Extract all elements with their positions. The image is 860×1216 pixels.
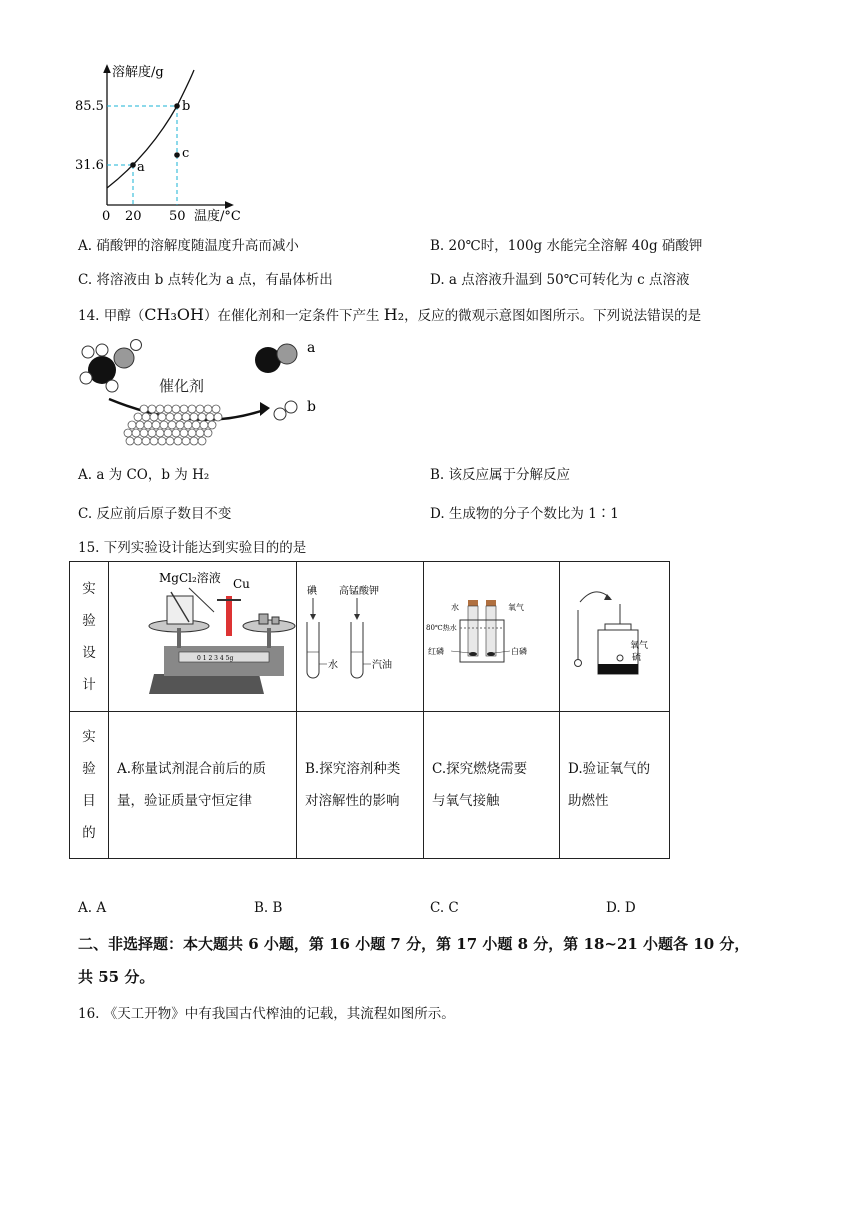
purpose-b: B.探究溶剂种类 对溶解性的影响 <box>297 712 424 859</box>
point-b <box>174 103 180 109</box>
row-header-purpose: 实 验 目 的 <box>70 712 109 859</box>
product-label-a: a <box>307 340 316 356</box>
label-mgcl2: MgCl₂溶液 <box>159 571 221 585</box>
test-tubes-illustration <box>297 562 423 707</box>
design-b <box>297 562 424 712</box>
point-c <box>174 152 180 158</box>
q14-stem-mid: ）在催化剂和一定条件下产生 <box>203 308 384 324</box>
solubility-curve <box>107 70 194 188</box>
label-water: 水 <box>328 660 338 671</box>
label-sulfur: 硫 <box>632 653 642 663</box>
q13-option-c[interactable]: C. 将溶液由 b 点转化为 a 点，有晶体析出 <box>78 272 333 288</box>
q15-stem: 15. 下列实验设计能达到实验目的的是 <box>78 540 307 556</box>
design-c <box>424 562 560 712</box>
scale-numbers: 0 1 2 3 4 5g <box>197 655 234 662</box>
q14-h2: H₂ <box>383 305 405 324</box>
product-label-b: b <box>307 399 316 415</box>
design-a <box>109 562 297 712</box>
y-tick-31: 31.6 <box>75 158 104 173</box>
q14-option-a[interactable]: A. a 为 CO，b 为 H₂ <box>78 467 210 483</box>
q13-option-a[interactable]: A. 硝酸钾的溶解度随温度升高而减小 <box>78 238 299 254</box>
q14-option-d[interactable]: D. 生成物的分子个数比为 1∶1 <box>430 506 619 522</box>
y-axis-label: 溶解度/g <box>112 65 164 80</box>
q15-option-c[interactable]: C. C <box>430 900 459 916</box>
q14-stem-post: ，反应的微观示意图如图所示。下列说法错误的是 <box>404 308 702 324</box>
purpose-d: D.验证氧气的 助燃性 <box>560 712 670 859</box>
point-label-c: c <box>182 146 190 161</box>
q14-stem-pre: 14. 甲醇（ <box>78 308 145 324</box>
q14-option-c[interactable]: C. 反应前后原子数目不变 <box>78 506 232 522</box>
label-gasoline: 汽油 <box>372 660 392 671</box>
purpose-a: A.称量试剂混合前后的质 量，验证质量守恒定律 <box>109 712 297 859</box>
q13-option-b[interactable]: B. 20℃时，100g 水能完全溶解 40g 硝酸钾 <box>430 238 703 254</box>
label-oxygen: 氧气 <box>508 603 524 612</box>
label-iodine: 碘 <box>307 586 317 597</box>
design-d <box>560 562 670 712</box>
balance-illustration <box>109 562 296 707</box>
q15-option-d[interactable]: D. D <box>606 900 636 916</box>
q14-option-b[interactable]: B. 该反应属于分解反应 <box>430 467 571 483</box>
q14-stem <box>78 304 701 324</box>
q14-formula: CH₃OH <box>144 305 204 324</box>
q13-option-d[interactable]: D. a 点溶液升温到 50℃可转化为 c 点溶液 <box>430 272 690 288</box>
experiment-table <box>69 561 670 859</box>
point-label-b: b <box>182 99 191 114</box>
section2-heading-line1: 二、非选择题：本大题共 6 小题，第 16 小题 7 分，第 17 小题 8 分，第 18~21 小题各 10 分， <box>78 935 750 953</box>
q15-option-a[interactable]: A. A <box>78 900 107 916</box>
point-label-a: a <box>137 160 145 175</box>
label-red-phosphorus: 红磷 <box>428 647 444 656</box>
q16-stem: 16. 《天工开物》中有我国古代榨油的记载，其流程如图所示。 <box>78 1006 455 1022</box>
point-a <box>130 162 136 168</box>
label-oxygen-d: 氧气 <box>630 641 649 651</box>
reaction-diagram <box>74 334 344 452</box>
x-tick-0: 0 <box>102 209 111 224</box>
label-white-phosphorus: 白磷 <box>511 647 527 656</box>
section2-heading-line2: 共 55 分。 <box>78 968 155 986</box>
catalyst-surface <box>124 405 222 445</box>
solubility-chart <box>70 60 260 230</box>
label-cu: Cu <box>233 577 250 591</box>
label-water-c: 水 <box>451 603 459 612</box>
x-tick-20: 20 <box>125 209 142 224</box>
row-header-design: 实 验 设 计 <box>70 562 109 712</box>
label-hot-water: 80℃热水 <box>426 624 457 632</box>
y-tick-85: 85.5 <box>75 99 104 114</box>
label-kmno4: 高锰酸钾 <box>339 586 379 597</box>
purpose-c: C.探究燃烧需要 与氧气接触 <box>424 712 560 859</box>
x-tick-50: 50 <box>169 209 186 224</box>
q15-option-b[interactable]: B. B <box>254 900 283 916</box>
oxygen-bottle-illustration <box>560 562 669 707</box>
catalyst-label: 催化剂 <box>159 377 205 395</box>
x-axis-label: 温度/°C <box>194 209 241 224</box>
combustion-illustration <box>424 562 559 707</box>
